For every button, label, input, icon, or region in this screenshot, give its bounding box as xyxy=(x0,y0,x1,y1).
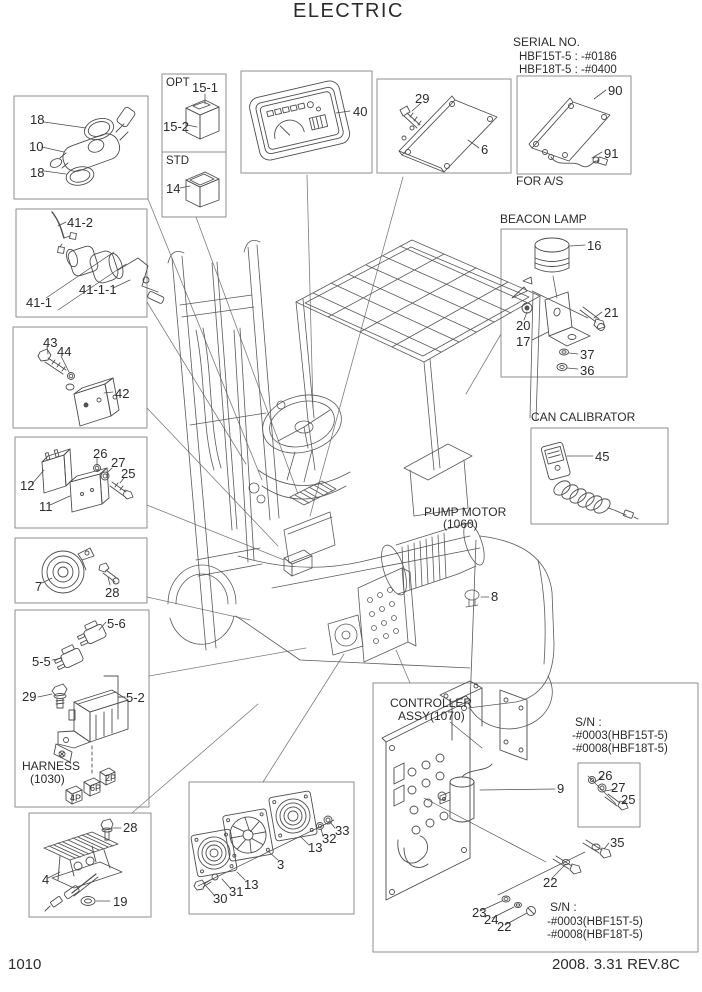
opt-label: OPT xyxy=(166,77,190,89)
key-switch-art xyxy=(42,106,136,188)
callout-5-2: 5-2 xyxy=(126,690,145,705)
callout-31: 31 xyxy=(229,884,244,899)
controller-sn-1: -#0003(HBF15T-5) xyxy=(572,730,668,742)
callout-18b: 18 xyxy=(30,165,45,180)
controller-sn-2: -#0008(HBF18T-5) xyxy=(572,743,668,755)
controller-heading-1: CONTROLLER xyxy=(390,696,473,710)
callout-42: 42 xyxy=(115,386,130,401)
callout-41-2: 41-2 xyxy=(67,215,94,230)
callout-3: 3 xyxy=(277,857,285,872)
callout-27-ctrl: 27 xyxy=(611,780,626,795)
pedal-art xyxy=(44,819,122,911)
controller-sn-label: S/N : xyxy=(575,715,602,729)
can-calibrator-heading: CAN CALIBRATOR xyxy=(531,410,636,424)
callout-25-ctrl: 25 xyxy=(621,792,636,807)
callout-26-relay: 26 xyxy=(93,446,108,461)
callout-33: 33 xyxy=(335,823,350,838)
callout-4: 4 xyxy=(42,872,50,887)
callout-20: 20 xyxy=(516,318,531,333)
callout-8: 8 xyxy=(491,589,499,604)
callout-36: 36 xyxy=(580,363,595,378)
callout-40: 40 xyxy=(353,104,368,119)
pump-motor-label-1: PUMP MOTOR xyxy=(424,505,507,519)
revision-date: 2008. 3.31 REV.8C xyxy=(552,956,680,973)
can-calibrator-art xyxy=(541,442,638,519)
callout-32: 32 xyxy=(322,831,337,846)
switch-42-art xyxy=(38,346,119,426)
callout-25-relay: 25 xyxy=(121,466,136,481)
callout-7: 7 xyxy=(35,579,43,594)
controller-sn2-1: -#0003(HBF15T-5) xyxy=(547,916,643,928)
callout-37: 37 xyxy=(580,347,595,362)
plug-4p-label: 4P xyxy=(70,793,82,803)
callout-5-6: 5-6 xyxy=(107,616,126,631)
cabin-switch-art xyxy=(180,94,219,207)
callout-13a: 13 xyxy=(308,840,323,855)
callout-18a: 18 xyxy=(30,112,45,127)
callout-28-pedal: 28 xyxy=(123,820,138,835)
serial-no-heading: SERIAL NO. xyxy=(513,35,580,49)
callout-28-horn: 28 xyxy=(105,585,120,600)
callout-30: 30 xyxy=(213,891,228,906)
callout-26-ctrl: 26 xyxy=(598,768,613,783)
callout-13b: 13 xyxy=(244,877,259,892)
for-as-label: FOR A/S xyxy=(516,174,564,188)
callout-17: 17 xyxy=(516,334,531,349)
callout-91: 91 xyxy=(604,146,619,161)
callout-15-2: 15-2 xyxy=(163,119,190,134)
callout-5-5: 5-5 xyxy=(32,654,51,669)
controller-sn2-2: -#0008(HBF18T-5) xyxy=(547,929,643,941)
serial-model-2: HBF18T-5 : -#0400 xyxy=(519,64,617,76)
callout-29-fuse: 29 xyxy=(22,689,37,704)
controller-heading-2: ASSY(1070) xyxy=(398,709,465,723)
harness-number: (1030) xyxy=(30,772,65,786)
callout-16: 16 xyxy=(587,238,602,253)
page-number: 1010 xyxy=(8,956,42,973)
forklift-art xyxy=(168,240,554,729)
callout-12: 12 xyxy=(20,478,35,493)
callout-29-panel: 29 xyxy=(415,91,430,106)
callout-44: 44 xyxy=(57,344,72,359)
callout-35: 35 xyxy=(610,835,625,850)
harness-label: HARNESS xyxy=(22,759,81,773)
page-title: ELECTRIC xyxy=(293,0,404,22)
cluster-art xyxy=(248,79,352,162)
callout-41-1-1: 41-1-1 xyxy=(79,282,117,297)
callout-41-1: 41-1 xyxy=(26,295,53,310)
callout-21: 21 xyxy=(604,305,619,320)
callout-10: 10 xyxy=(29,139,44,154)
pump-motor-label-2: (1060) xyxy=(443,517,478,531)
callout-11: 11 xyxy=(39,499,53,514)
plug-2p-label: 2P xyxy=(105,773,117,783)
callout-45: 45 xyxy=(595,449,610,464)
serial-model-1: HBF15T-5 : -#0186 xyxy=(519,51,617,63)
callout-9: 9 xyxy=(557,781,565,796)
service-panel-art xyxy=(529,90,610,167)
callout-14: 14 xyxy=(166,181,181,196)
callout-27-relay: 27 xyxy=(111,455,126,470)
resistor-panel-art xyxy=(399,96,497,172)
plug-6p-label: 6P xyxy=(90,783,102,793)
callout-6: 6 xyxy=(481,142,489,157)
callout-19: 19 xyxy=(113,894,128,909)
callout-24: 24 xyxy=(484,912,499,927)
callout-22b: 22 xyxy=(497,919,512,934)
callout-22a: 22 xyxy=(543,875,558,890)
callout-43: 43 xyxy=(43,335,58,350)
beacon-lamp-heading: BEACON LAMP xyxy=(500,212,587,226)
callout-23: 23 xyxy=(472,905,487,920)
callout-15-1: 15-1 xyxy=(192,80,219,95)
controller-sn2-label: S/N : xyxy=(550,900,577,914)
callout-90: 90 xyxy=(608,83,623,98)
std-label: STD xyxy=(166,155,189,167)
